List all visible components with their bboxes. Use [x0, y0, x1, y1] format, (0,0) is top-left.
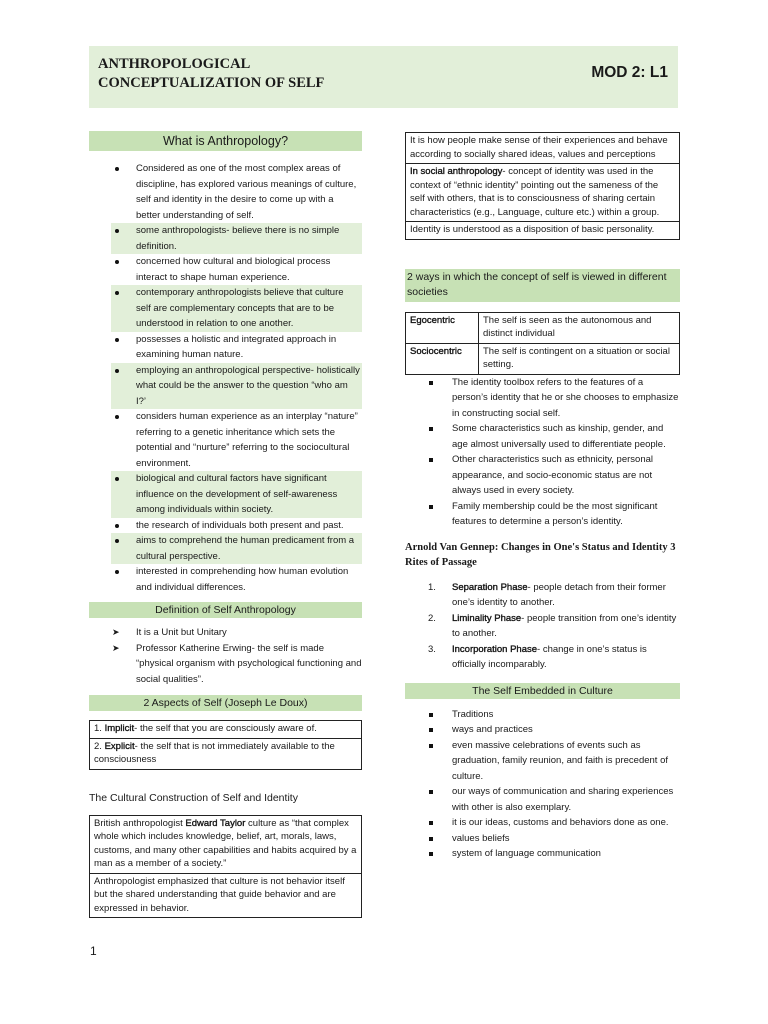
ways-heading: 2 ways in which the concept of self is viewed in different societies	[405, 269, 680, 302]
list-item: Family membership could be the most significant features to determine a person’s identity.	[405, 499, 680, 530]
list-item: considers human experience as an interplay “nature” referring to a genetic inheritance which sets the potential and “nurture” referring to the sociocultural environment.	[89, 409, 362, 471]
arrow-bullet-icon: ➤	[112, 627, 120, 637]
definition-heading: Definition of Self Anthropology	[89, 602, 362, 618]
list-item: some anthropologists- believe there is no simple definition.	[89, 223, 362, 254]
square-bullet-icon	[429, 381, 433, 385]
list-item: 3. Incorporation Phase- change in one’s status is officially incomparably.	[428, 643, 647, 670]
bullet-dot-icon	[115, 415, 119, 419]
list-item: values beliefs	[405, 831, 680, 847]
square-bullet-icon	[429, 458, 433, 462]
list-item: The identity toolbox refers to the features of a person’s identity that he or she chooses to emphasize in constructing social self.	[405, 375, 680, 422]
left-column	[89, 131, 362, 918]
list-item: employing an anthropological perspective- holistically what could be the answer to the question “who am I?’	[89, 363, 362, 410]
document-header	[89, 46, 678, 108]
page-number: 1	[90, 944, 97, 958]
list-item: interested in comprehending how human evolution and individual differences.	[89, 564, 362, 595]
list-item: contemporary anthropologists believe that culture self are complementary concepts that are to be understood in relation to one another.	[89, 285, 362, 332]
list-item: it is our ideas, customs and behaviors done as one.	[405, 815, 680, 831]
list-item: Considered as one of the most complex areas of discipline, has explored various meanings of culture, self and identity in the desire to come up with a better understanding of self.	[89, 161, 362, 223]
what-is-anthropology-heading: What is Anthropology?	[89, 131, 362, 151]
table-row: 1. Implicit- the self that you are consciously aware of.	[94, 723, 317, 734]
list-item: even massive celebrations of events such as graduation, family reunion, and faith is precedent of culture.	[405, 738, 680, 785]
list-item: the research of individuals both present and past.	[89, 518, 362, 534]
square-bullet-icon	[429, 790, 433, 794]
bullet-dot-icon	[115, 570, 119, 574]
bullet-dot-icon	[115, 167, 119, 171]
square-bullet-icon	[429, 744, 433, 748]
square-bullet-icon	[429, 505, 433, 509]
table-row: British anthropologist Edward Taylor culture as “that complex whole which includes knowledge, belief, art, morals, laws, customs, and many other capabilities and habits acquired by a man as a member of a society.”	[94, 817, 357, 869]
list-item: 1. Separation Phase- people detach from their former one’s identity to another.	[428, 581, 666, 608]
square-bullet-icon	[429, 852, 433, 856]
table-row: It is how people make sense of their experiences and behave according to socially shared ideas, values and perceptions	[410, 135, 668, 160]
list-item: ways and practices	[405, 722, 680, 738]
van-gennep-heading: Arnold Van Gennep: Changes in One's Status and Identity 3 Rites of Passage	[405, 541, 676, 568]
list-item: Traditions	[405, 707, 680, 723]
list-item: possesses a holistic and integrated approach in examining human nature.	[89, 332, 362, 363]
list-item: 2. Liminality Phase- people transition from one’s identity to another.	[428, 612, 677, 639]
table-cell: The self is contingent on a situation or social setting.	[479, 343, 679, 374]
table-row: Anthropologist emphasized that culture is not behavior itself but the shared understanding that guide behavior and are expressed in behavior.	[90, 873, 361, 918]
square-bullet-icon	[429, 728, 433, 732]
bullet-dot-icon	[115, 524, 119, 528]
list-item: biological and cultural factors have significant influence on the development of self-awareness among individuals within society.	[89, 471, 362, 518]
bullet-dot-icon	[115, 369, 119, 373]
rites-of-passage-list	[405, 580, 680, 673]
list-item: ➤ It is a Unit but Unitary	[89, 625, 362, 641]
list-item: Some characteristics such as kinship, gender, and age almost universally used to differentiate people.	[405, 421, 680, 452]
table-cell: The self is seen as the autonomous and distinct individual	[483, 314, 652, 339]
definition-list	[89, 625, 362, 687]
identity-toolbox-list	[405, 375, 680, 530]
identity-table	[405, 132, 680, 240]
aspects-table	[89, 720, 362, 770]
what-is-anthropology-list	[89, 161, 362, 595]
cultural-construction-heading: The Cultural Construction of Self and Identity	[89, 791, 298, 804]
right-column	[405, 132, 680, 862]
table-row: 2. Explicit- the self that is not immediately available to the consciousness	[90, 738, 361, 769]
self-embedded-heading: The Self Embedded in Culture	[405, 683, 680, 699]
cultural-construction-table	[89, 815, 362, 919]
bullet-dot-icon	[115, 229, 119, 233]
square-bullet-icon	[429, 821, 433, 825]
arrow-bullet-icon: ➤	[112, 642, 120, 653]
table-cell: Egocentric	[406, 313, 479, 343]
table-row: In social anthropology- concept of identity was used in the context of “ethnic identity” pointing out the sameness of the self with others, that is to consciousness of sharing certain characteristics (e.g., Language, culture etc.) within a group.	[406, 163, 679, 221]
list-item: concerned how cultural and biological process interact to shape human experience.	[89, 254, 362, 285]
module-code: MOD 2: L1	[591, 64, 668, 81]
bullet-dot-icon	[115, 291, 119, 295]
square-bullet-icon	[429, 713, 433, 717]
ways-table	[405, 312, 680, 375]
list-item: system of language communication	[405, 846, 680, 862]
bullet-dot-icon	[115, 260, 119, 264]
aspects-heading: 2 Aspects of Self (Joseph Le Doux)	[89, 695, 362, 711]
self-embedded-list	[405, 707, 680, 862]
bullet-dot-icon	[115, 477, 119, 481]
square-bullet-icon	[429, 837, 433, 841]
table-row: Identity is understood as a disposition of basic personality.	[406, 221, 679, 239]
list-item: aims to comprehend the human predicament from a cultural perspective.	[89, 533, 362, 564]
list-item: ➤ Professor Katherine Erwing- the self is made “physical organism with psychological functioning and social qualities”.	[112, 642, 362, 685]
table-cell: Sociocentric	[406, 343, 479, 374]
bullet-dot-icon	[115, 539, 119, 543]
square-bullet-icon	[429, 427, 433, 431]
bullet-dot-icon	[115, 338, 119, 342]
document-title: ANTHROPOLOGICAL CONCEPTUALIZATION OF SELF	[98, 56, 325, 91]
list-item: Other characteristics such as ethnicity, personal appearance, and socio-economic status are not always used in every society.	[405, 452, 680, 499]
list-item: our ways of communication and sharing experiences with other is also exemplary.	[405, 784, 680, 815]
